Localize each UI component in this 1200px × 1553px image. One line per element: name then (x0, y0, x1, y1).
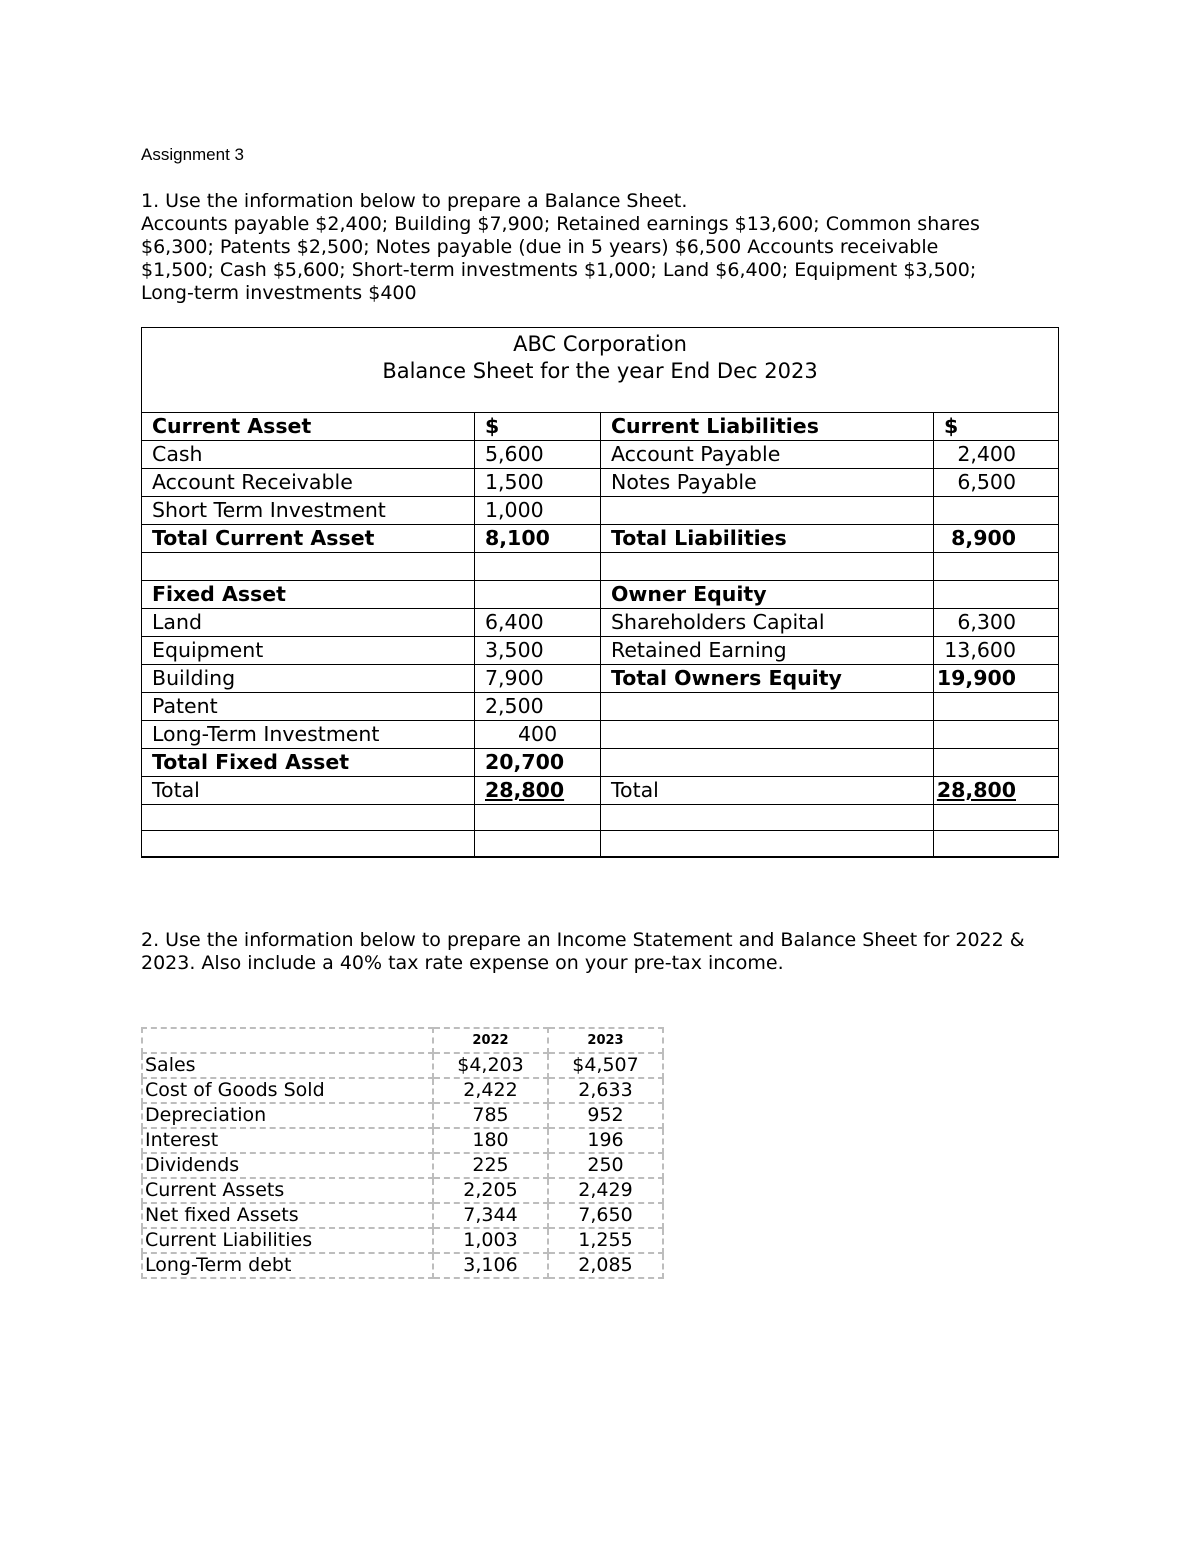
balance-sheet-cell (142, 831, 475, 857)
balance-sheet-cell (142, 805, 475, 831)
balance-sheet-cell (475, 831, 601, 857)
table-row (142, 1153, 663, 1178)
question-1-line: $6,300; Patents $2,500; Notes payable (due in 5 years) $6,500 Accounts receivable (141, 236, 939, 258)
question-2-text (141, 929, 1025, 975)
table-row (142, 1128, 663, 1153)
balance-sheet-cell: Current Liabilities (601, 413, 934, 441)
balance-sheet-cell: 1,500 (475, 469, 601, 497)
balance-sheet-cell: 8,100 (475, 525, 601, 553)
row-value: 1,003 (433, 1228, 548, 1253)
balance-sheet-cell: Total Owners Equity (601, 665, 934, 693)
balance-sheet-cell: 6,400 (475, 609, 601, 637)
balance-sheet-cell: Short Term Investment (142, 497, 475, 525)
row-label: Sales (142, 1053, 433, 1078)
balance-sheet-cell (934, 749, 1058, 777)
row-value: 2,422 (433, 1078, 548, 1103)
header-empty-cell (142, 1028, 433, 1053)
row-value: 2,205 (433, 1178, 548, 1203)
row-label: Depreciation (142, 1103, 433, 1128)
balance-sheet-cell: 19,900 (934, 665, 1058, 693)
balance-sheet-cell: 20,700 (475, 749, 601, 777)
row-label: Net fixed Assets (142, 1203, 433, 1228)
table-row (142, 1178, 663, 1203)
row-label: Current Assets (142, 1178, 433, 1203)
balance-sheet-cell (934, 581, 1058, 609)
question-1-line: Accounts payable $2,400; Building $7,900; Retained earnings $13,600; Common shares (141, 213, 980, 235)
question-1-line: $1,500; Cash $5,600; Short-term investments $1,000; Land $6,400; Equipment $3,500; (141, 259, 977, 281)
question-2-line: 2023. Also include a 40% tax rate expense on your pre-tax income. (141, 952, 784, 974)
balance-sheet-cell (601, 693, 934, 721)
balance-sheet-table (141, 327, 1059, 858)
balance-sheet-cell: Total (601, 777, 934, 805)
balance-sheet-cell: Cash (142, 441, 475, 469)
row-value: 180 (433, 1128, 548, 1153)
balance-sheet-cell (934, 721, 1058, 749)
table-header-row (142, 1028, 663, 1053)
balance-sheet-cell (934, 553, 1058, 581)
balance-sheet-subtitle: Balance Sheet for the year End Dec 2023 (382, 359, 818, 383)
balance-sheet-header (142, 328, 1058, 413)
row-label: Current Liabilities (142, 1228, 433, 1253)
company-name: ABC Corporation (513, 332, 687, 356)
row-label: Long-Term debt (142, 1253, 433, 1278)
balance-sheet-cell: 13,600 (934, 637, 1058, 665)
balance-sheet-cell: 6,500 (934, 469, 1058, 497)
balance-sheet-cell: Patent (142, 693, 475, 721)
balance-sheet-cell: Account Payable (601, 441, 934, 469)
question-1-line: 1. Use the information below to prepare a Balance Sheet. (141, 190, 688, 212)
balance-sheet-cell: Shareholders Capital (601, 609, 934, 637)
balance-sheet-cell (601, 831, 934, 857)
table-row (142, 1203, 663, 1228)
balance-sheet-cell: 6,300 (934, 609, 1058, 637)
row-value: 7,344 (433, 1203, 548, 1228)
balance-sheet-cell: Total Current Asset (142, 525, 475, 553)
balance-sheet-cell: 1,000 (475, 497, 601, 525)
row-value: 952 (548, 1103, 663, 1128)
financial-data-table (141, 1027, 664, 1279)
row-value: 7,650 (548, 1203, 663, 1228)
row-value: 3,106 (433, 1253, 548, 1278)
balance-sheet-grid (142, 413, 1058, 857)
balance-sheet-cell: Total Fixed Asset (142, 749, 475, 777)
question-1-text (141, 190, 980, 305)
table-row (142, 1053, 663, 1078)
balance-sheet-cell: Long-Term Investment (142, 721, 475, 749)
balance-sheet-cell (601, 805, 934, 831)
balance-sheet-cell: 3,500 (475, 637, 601, 665)
balance-sheet-cell: Account Receivable (142, 469, 475, 497)
balance-sheet-cell: Fixed Asset (142, 581, 475, 609)
assignment-title: Assignment 3 (141, 145, 244, 164)
balance-sheet-cell: 400 (475, 721, 601, 749)
balance-sheet-cell (934, 693, 1058, 721)
balance-sheet-cell (934, 831, 1058, 857)
row-value: 2,085 (548, 1253, 663, 1278)
table-row (142, 1078, 663, 1103)
row-value: 2,633 (548, 1078, 663, 1103)
balance-sheet-cell (601, 497, 934, 525)
balance-sheet-cell (475, 581, 601, 609)
table-row (142, 1253, 663, 1278)
row-value: 785 (433, 1103, 548, 1128)
balance-sheet-cell: Current Asset (142, 413, 475, 441)
table-row (142, 1228, 663, 1253)
balance-sheet-cell (601, 553, 934, 581)
balance-sheet-cell: 7,900 (475, 665, 601, 693)
balance-sheet-cell: $ (475, 413, 601, 441)
balance-sheet-cell: Total Liabilities (601, 525, 934, 553)
balance-sheet-cell: Owner Equity (601, 581, 934, 609)
balance-sheet-cell (601, 749, 934, 777)
balance-sheet-cell (601, 721, 934, 749)
balance-sheet-cell: 2,400 (934, 441, 1058, 469)
balance-sheet-cell: 28,800 (934, 777, 1058, 805)
balance-sheet-cell: 8,900 (934, 525, 1058, 553)
row-value: $4,507 (548, 1053, 663, 1078)
row-value: 225 (433, 1153, 548, 1178)
year-header: 2023 (548, 1028, 663, 1053)
question-2-line: 2. Use the information below to prepare an Income Statement and Balance Sheet for 2022 & (141, 929, 1025, 951)
balance-sheet-cell: $ (934, 413, 1058, 441)
row-label: Interest (142, 1128, 433, 1153)
row-label: Cost of Goods Sold (142, 1078, 433, 1103)
year-header: 2022 (433, 1028, 548, 1053)
balance-sheet-cell: 2,500 (475, 693, 601, 721)
row-value: 1,255 (548, 1228, 663, 1253)
balance-sheet-cell: Total (142, 777, 475, 805)
balance-sheet-cell: 5,600 (475, 441, 601, 469)
question-1-line: Long-term investments $400 (141, 282, 417, 304)
balance-sheet-cell (475, 553, 601, 581)
balance-sheet-cell (142, 553, 475, 581)
balance-sheet-cell (934, 497, 1058, 525)
balance-sheet-cell: 28,800 (475, 777, 601, 805)
row-value: 2,429 (548, 1178, 663, 1203)
balance-sheet-cell: Equipment (142, 637, 475, 665)
balance-sheet-cell (475, 805, 601, 831)
balance-sheet-cell: Retained Earning (601, 637, 934, 665)
row-value: $4,203 (433, 1053, 548, 1078)
balance-sheet-cell (934, 805, 1058, 831)
balance-sheet-cell: Notes Payable (601, 469, 934, 497)
row-value: 196 (548, 1128, 663, 1153)
balance-sheet-cell: Land (142, 609, 475, 637)
row-label: Dividends (142, 1153, 433, 1178)
balance-sheet-cell: Building (142, 665, 475, 693)
table-row (142, 1103, 663, 1128)
row-value: 250 (548, 1153, 663, 1178)
